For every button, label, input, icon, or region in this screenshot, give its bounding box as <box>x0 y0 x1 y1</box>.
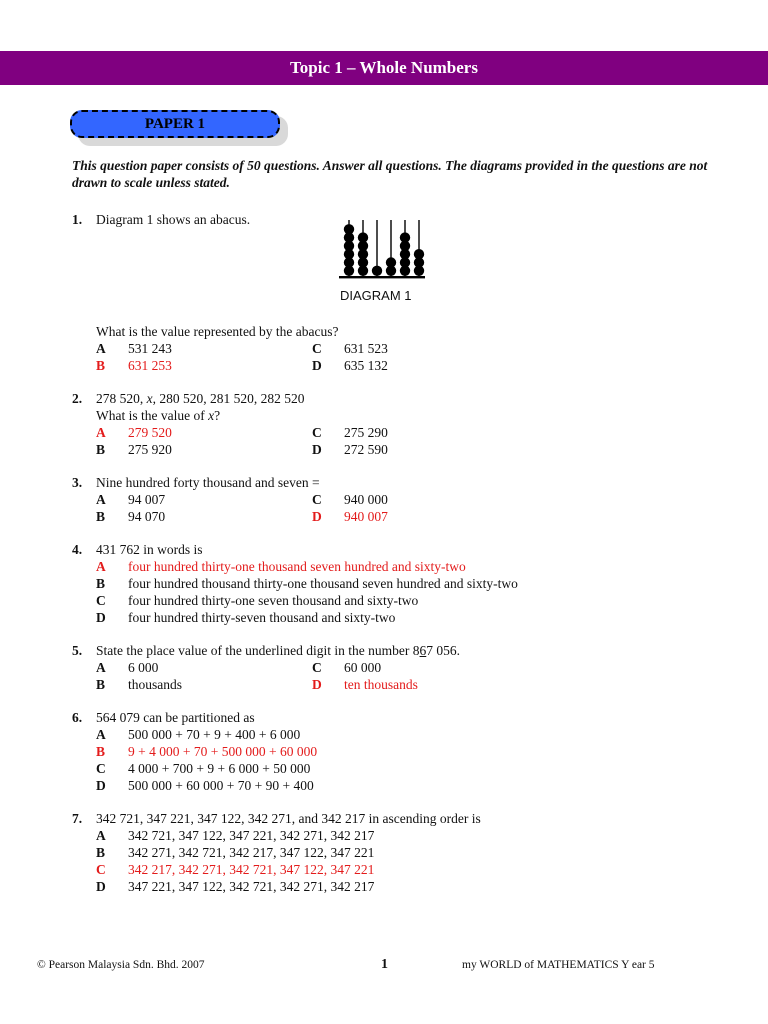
question-stem: 431 762 in words is <box>96 542 203 557</box>
option-label: C <box>96 593 106 608</box>
variable-x: x <box>208 408 215 423</box>
option-label: D <box>312 442 322 457</box>
option-text: 275 920 <box>128 442 172 457</box>
stem-text: , 280 520, 281 520, 282 520 <box>152 391 305 406</box>
option-text: 4 000 + 700 + 9 + 6 000 + 50 000 <box>128 761 311 776</box>
question-2 <box>72 390 712 460</box>
question-stem <box>96 390 305 407</box>
option-row <box>96 878 716 895</box>
question-stem: 342 721, 347 221, 347 122, 342 271, and 342 217 in ascending order is <box>96 811 481 826</box>
option-text: thousands <box>128 677 182 692</box>
option-text-correct: 940 007 <box>344 509 388 524</box>
option-row <box>96 760 716 777</box>
question-number: 6. <box>72 710 83 725</box>
abacus-bead <box>414 249 424 259</box>
question-number: 2. <box>72 391 83 406</box>
option-text-correct: 9 + 4 000 + 70 + 500 000 + 60 000 <box>128 744 318 759</box>
option-row <box>96 592 716 609</box>
option-label: C <box>312 425 322 440</box>
option-text-correct: ten thousands <box>344 677 418 692</box>
option-text: 342 721, 347 122, 347 221, 342 271, 342 217 <box>128 828 375 843</box>
question-6 <box>72 709 712 795</box>
stem-text: ? <box>214 408 221 423</box>
question-number: 7. <box>72 811 83 826</box>
option-label: C <box>312 341 322 356</box>
stem-text: What is the value of <box>96 408 209 423</box>
footer-series: my WORLD of MATHEMATICS Y ear 5 <box>462 959 655 971</box>
option-text: four hundred thirty-seven thousand and sixty-two <box>128 610 396 625</box>
option-text-correct: 631 253 <box>128 358 172 373</box>
option-row <box>96 726 716 743</box>
question-number: 1. <box>72 212 83 227</box>
option-label: D <box>312 358 322 373</box>
question-stem <box>96 642 460 659</box>
option-text: 94 007 <box>128 492 166 507</box>
underlined-digit: 6 <box>419 643 427 658</box>
question-5 <box>72 642 712 694</box>
abacus-bead <box>386 257 396 267</box>
option-label: C <box>312 660 322 675</box>
option-row <box>96 861 716 878</box>
stem-text: 278 520, <box>96 391 147 406</box>
option-text: 6 000 <box>128 660 159 675</box>
option-text: 94 070 <box>128 509 166 524</box>
option-row <box>96 491 716 508</box>
option-row <box>96 575 716 592</box>
option-label-correct: D <box>312 677 322 692</box>
option-label: D <box>96 879 106 894</box>
option-text: 631 523 <box>344 341 388 356</box>
question-4 <box>72 541 712 627</box>
option-label-correct: B <box>96 358 106 373</box>
question-number: 5. <box>72 643 83 658</box>
option-text: 60 000 <box>344 660 382 675</box>
option-label: A <box>96 828 106 843</box>
option-text-correct: four hundred thirty-one thousand seven hundred and sixty-two <box>128 559 466 574</box>
option-label: C <box>96 761 106 776</box>
question-stem: 564 079 can be partitioned as <box>96 710 255 725</box>
question-prompt: What is the value represented by the abacus? <box>96 324 339 339</box>
abacus <box>339 220 425 278</box>
option-label: A <box>96 660 106 675</box>
option-text: four hundred thousand thirty-one thousand seven hundred and sixty-two <box>128 576 518 591</box>
option-text: 531 243 <box>128 341 172 356</box>
option-row <box>96 609 716 626</box>
option-row <box>96 777 716 794</box>
paper-badge <box>70 110 288 142</box>
option-label: A <box>96 341 106 356</box>
option-text-correct: 279 520 <box>128 425 172 440</box>
option-label: B <box>96 845 106 860</box>
question-3 <box>72 474 712 526</box>
option-row <box>96 827 716 844</box>
option-text: 272 590 <box>344 442 388 457</box>
option-label: B <box>96 442 106 457</box>
option-row <box>96 441 716 458</box>
option-row <box>96 844 716 861</box>
option-label: B <box>96 509 106 524</box>
abacus-diagram <box>335 218 431 282</box>
option-label: C <box>312 492 322 507</box>
diagram-caption: DIAGRAM 1 <box>340 288 412 303</box>
option-text: 275 290 <box>344 425 388 440</box>
footer-copyright: © Pearson Malaysia Sdn. Bhd. 2007 <box>37 959 205 971</box>
topic-banner <box>0 51 768 85</box>
option-text: 940 000 <box>344 492 388 507</box>
option-row <box>96 357 716 374</box>
option-row <box>96 508 716 525</box>
question-7 <box>72 810 712 896</box>
variable-x: x <box>146 391 153 406</box>
option-label-correct: A <box>96 425 106 440</box>
option-row <box>96 743 716 760</box>
option-row <box>96 340 716 357</box>
option-label: A <box>96 727 106 742</box>
page-number: 1 <box>381 957 388 972</box>
instructions: This question paper consists of 50 questions. Answer all questions. The diagrams provided in the questions are not drawn to scale unless stated. <box>72 158 708 190</box>
option-row <box>96 558 716 575</box>
paper-badge-pill <box>70 110 280 138</box>
option-label-correct: A <box>96 559 106 574</box>
abacus-base <box>339 276 425 278</box>
option-label-correct: B <box>96 744 106 759</box>
question-number: 3. <box>72 475 83 490</box>
option-label: D <box>96 610 106 625</box>
abacus-bead <box>358 232 368 242</box>
stem-text: 7 056. <box>426 643 461 658</box>
question-stem: Diagram 1 shows an abacus. <box>96 212 251 227</box>
option-label: D <box>96 778 106 793</box>
option-row <box>96 659 716 676</box>
option-text: 347 221, 347 122, 342 721, 342 271, 342 217 <box>128 879 375 894</box>
option-text: 342 271, 342 721, 342 217, 347 122, 347 221 <box>128 845 375 860</box>
abacus-bead <box>372 266 382 276</box>
option-text-correct: 342 217, 342 271, 342 721, 347 122, 347 221 <box>128 862 375 877</box>
abacus-bead <box>400 232 410 242</box>
question-prompt <box>96 407 220 424</box>
option-text: 500 000 + 70 + 9 + 400 + 6 000 <box>128 727 301 742</box>
abacus-bead <box>344 224 354 234</box>
option-row <box>96 424 716 441</box>
stem-text: State the place value of the underlined digit in the number 8 <box>96 643 420 658</box>
option-label: B <box>96 677 106 692</box>
option-label: B <box>96 576 106 591</box>
option-row <box>96 676 716 693</box>
question-number: 4. <box>72 542 83 557</box>
option-label-correct: C <box>96 862 106 877</box>
option-text: 500 000 + 60 000 + 70 + 90 + 400 <box>128 778 314 793</box>
topic-title: Topic 1 – Whole Numbers <box>290 58 478 77</box>
option-label-correct: D <box>312 509 322 524</box>
paper-badge-label: PAPER 1 <box>144 116 206 132</box>
question-stem: Nine hundred forty thousand and seven = <box>96 475 320 490</box>
option-text: 635 132 <box>344 358 388 373</box>
option-label: A <box>96 492 106 507</box>
option-text: four hundred thirty-one seven thousand and sixty-two <box>128 593 419 608</box>
